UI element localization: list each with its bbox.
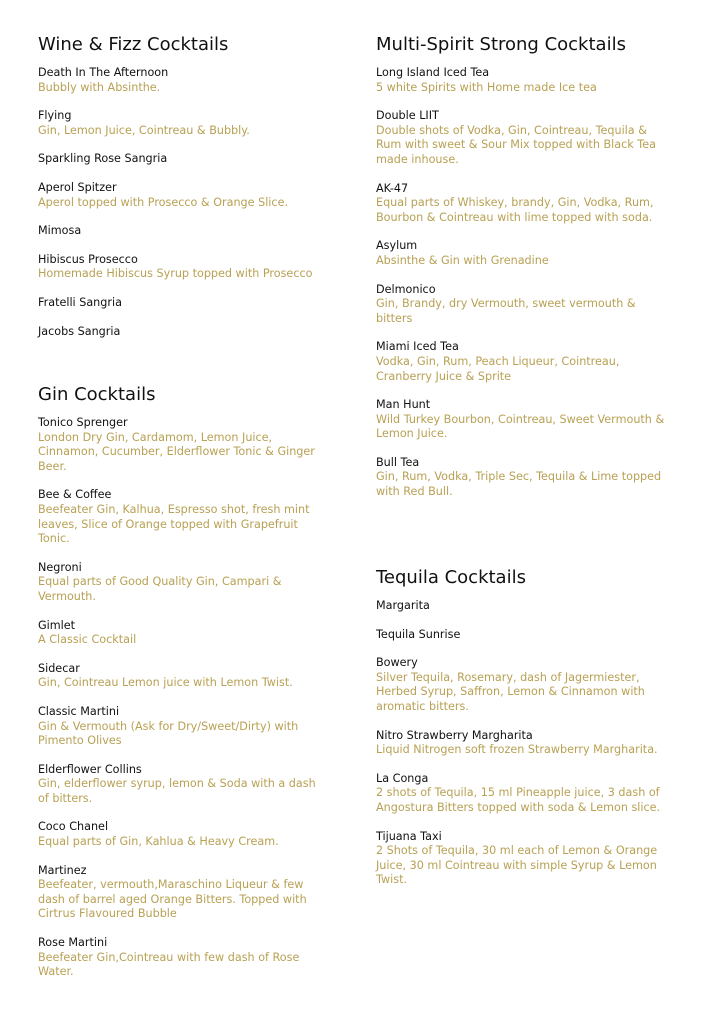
- menu-item-name: Gimlet: [38, 618, 76, 632]
- menu-item: [376, 109, 666, 167]
- menu-item-description: Wild Turkey Bourbon, Cointreau, Sweet Vermouth & Lemon Juice.: [376, 412, 665, 441]
- menu-item: [38, 662, 328, 691]
- menu-item-description: Beefeater Gin, Kalhua, Espresso shot, fresh mint leaves, Slice of Orange topped with Grapefruit Tonic.: [38, 502, 310, 546]
- menu-item-name: Man Hunt: [376, 398, 431, 412]
- menu-item-description: Liquid Nitrogen soft frozen Strawberry Margharita.: [376, 743, 658, 757]
- menu-item-name: Sparkling Rose Sangria: [38, 152, 168, 166]
- menu-item: [38, 152, 328, 167]
- menu-item: [38, 561, 328, 605]
- menu-item-name: Elderflower Collins: [38, 762, 142, 776]
- menu-item-name: Long Island Iced Tea: [376, 66, 490, 79]
- menu-item-name: Mimosa: [38, 224, 82, 238]
- menu-item-description: Gin & Vermouth (Ask for Dry/Sweet/Dirty) with Pimento Olives: [38, 719, 299, 748]
- menu-item-description: Double shots of Vodka, Gin, Cointreau, Tequila & Rum with sweet & Sour Mix topped with Black Tea made inhouse.: [376, 123, 656, 166]
- menu-item: [38, 763, 328, 807]
- menu-item-name: Bowery: [376, 656, 418, 670]
- menu-item: [376, 340, 666, 384]
- menu-item: [376, 66, 666, 95]
- menu-item-name: Negroni: [38, 560, 82, 574]
- menu-item-name: Delmonico: [376, 282, 436, 296]
- menu-item-description: A Classic Cocktail: [38, 633, 137, 647]
- menu-item-name: Aperol Spitzer: [38, 180, 117, 194]
- menu-item-name: Fratelli Sangria: [38, 295, 122, 309]
- menu-item: [376, 628, 666, 643]
- section-title: Gin Cocktails: [38, 384, 156, 405]
- menu-item-name: Sidecar: [38, 661, 80, 675]
- menu-item-description: 5 white Spirits with Home made Ice tea: [376, 80, 597, 94]
- menu-item-name: Death In The Afternoon: [38, 66, 169, 79]
- section-title: Tequila Cocktails: [376, 567, 526, 588]
- menu-item: [38, 296, 328, 311]
- menu-item-description: Gin, Brandy, dry Vermouth, sweet vermouth & bitters: [376, 297, 636, 325]
- menu-item: [376, 772, 666, 816]
- menu-item-description: Gin, Lemon Juice, Cointreau & Bubbly.: [38, 123, 250, 137]
- menu-item-name: Flying: [38, 109, 72, 123]
- menu-item-name: Tonico Sprenger: [38, 416, 128, 429]
- menu-item: [38, 109, 328, 138]
- menu-item: [38, 820, 328, 849]
- menu-item-description: 2 Shots of Tequila, 30 ml each of Lemon & Orange Juice, 30 ml Cointreau with simple Syrup & Lemon Twist.: [376, 844, 658, 887]
- menu-item-name: Margarita: [376, 599, 430, 612]
- menu-item: [376, 729, 666, 758]
- menu-item: [38, 416, 328, 474]
- menu-item-name: Double LIIT: [376, 109, 439, 123]
- menu-item-description: Bubbly with Absinthe.: [38, 80, 161, 94]
- menu-item-name: Miami Iced Tea: [376, 340, 459, 354]
- menu-item-name: Coco Chanel: [38, 820, 109, 834]
- section-title: Wine & Fizz Cocktails: [38, 34, 229, 55]
- menu-item: [38, 181, 328, 210]
- item-list: [38, 66, 328, 339]
- menu-item: [38, 253, 328, 282]
- menu-item-description: Vodka, Gin, Rum, Peach Liqueur, Cointreau, Cranberry Juice & Sprite: [376, 354, 620, 383]
- menu-item-description: Gin, Cointreau Lemon juice with Lemon Twist.: [38, 676, 293, 690]
- menu-item-description: 2 shots of Tequila, 15 ml Pineapple juice, 3 dash of Angostura Bitters topped with soda & Lemon slice.: [376, 786, 661, 814]
- menu-item-description: Equal parts of Good Quality Gin, Campari & Vermouth.: [38, 575, 282, 603]
- menu-item-description: London Dry Gin, Cardamom, Lemon Juice, Cinnamon, Cucumber, Elderflower Tonic & Ginger Beer.: [38, 430, 315, 473]
- menu-item: [376, 656, 666, 714]
- menu-item-name: Hibiscus Prosecco: [38, 252, 138, 266]
- item-list: [38, 416, 328, 980]
- menu-item-name: Tijuana Taxi: [376, 829, 442, 843]
- section-tequila: [376, 567, 666, 902]
- menu-item: [376, 182, 666, 226]
- menu-item: [38, 488, 328, 546]
- menu-item-name: Classic Martini: [38, 704, 120, 718]
- menu-item: [38, 325, 328, 340]
- menu-item-description: Homemade Hibiscus Syrup topped with Prosecco: [38, 267, 313, 281]
- menu-item-name: Martinez: [38, 863, 87, 877]
- menu-item-description: Silver Tequila, Rosemary, dash of Jagermiester, Herbed Syrup, Saffron, Lemon & Cinnamon with aromatic bitters.: [376, 670, 645, 713]
- item-list: [376, 599, 666, 888]
- menu-item-name: Nitro Strawberry Margharita: [376, 728, 533, 742]
- menu-item-name: Tequila Sunrise: [376, 627, 461, 641]
- menu-item-name: Asylum: [376, 239, 418, 253]
- menu-item-description: Equal parts of Gin, Kahlua & Heavy Cream.: [38, 835, 279, 849]
- menu-item: [38, 705, 328, 749]
- menu-item-name: Rose Martini: [38, 936, 108, 950]
- menu-item-description: Equal parts of Whiskey, brandy, Gin, Vodka, Rum, Bourbon & Cointreau with lime topped with soda.: [376, 196, 654, 224]
- menu-item-name: Bull Tea: [376, 455, 420, 469]
- menu-item-description: Beefeater Gin,Cointreau with few dash of Rose Water.: [38, 950, 300, 979]
- item-list: [376, 66, 666, 500]
- menu-item: [38, 864, 328, 922]
- section-gin: [38, 384, 328, 994]
- menu-item-description: Aperol topped with Prosecco & Orange Slice.: [38, 195, 289, 209]
- menu-item-name: La Conga: [376, 771, 429, 785]
- menu-item: [38, 936, 328, 980]
- section-title: Multi-Spirit Strong Cocktails: [376, 34, 626, 55]
- menu-item-description: Gin, elderflower syrup, lemon & Soda with a dash of bitters.: [38, 777, 316, 805]
- menu-item-description: Beefeater, vermouth,Maraschino Liqueur & few dash of barrel aged Orange Bitters. Topped with Cirtrus Flavoured Bubble: [38, 878, 307, 921]
- section-multi-spirit: [376, 34, 666, 514]
- menu-item: [376, 239, 666, 268]
- section-wine-fizz: [38, 34, 328, 353]
- menu-item: [376, 599, 666, 614]
- menu-item: [376, 456, 666, 500]
- menu-item: [38, 224, 328, 239]
- menu-item-name: Jacobs Sangria: [38, 324, 121, 338]
- menu-item: [376, 830, 666, 888]
- menu-item-description: Absinthe & Gin with Grenadine: [376, 253, 549, 267]
- menu-item-name: Bee & Coffee: [38, 488, 112, 502]
- menu-item-description: Gin, Rum, Vodka, Triple Sec, Tequila & Lime topped with Red Bull.: [376, 470, 662, 499]
- menu-item: [38, 66, 328, 95]
- menu-item-name: AK-47: [376, 181, 409, 195]
- menu-item: [38, 619, 328, 648]
- menu-item: [376, 283, 666, 327]
- menu-item: [376, 398, 666, 442]
